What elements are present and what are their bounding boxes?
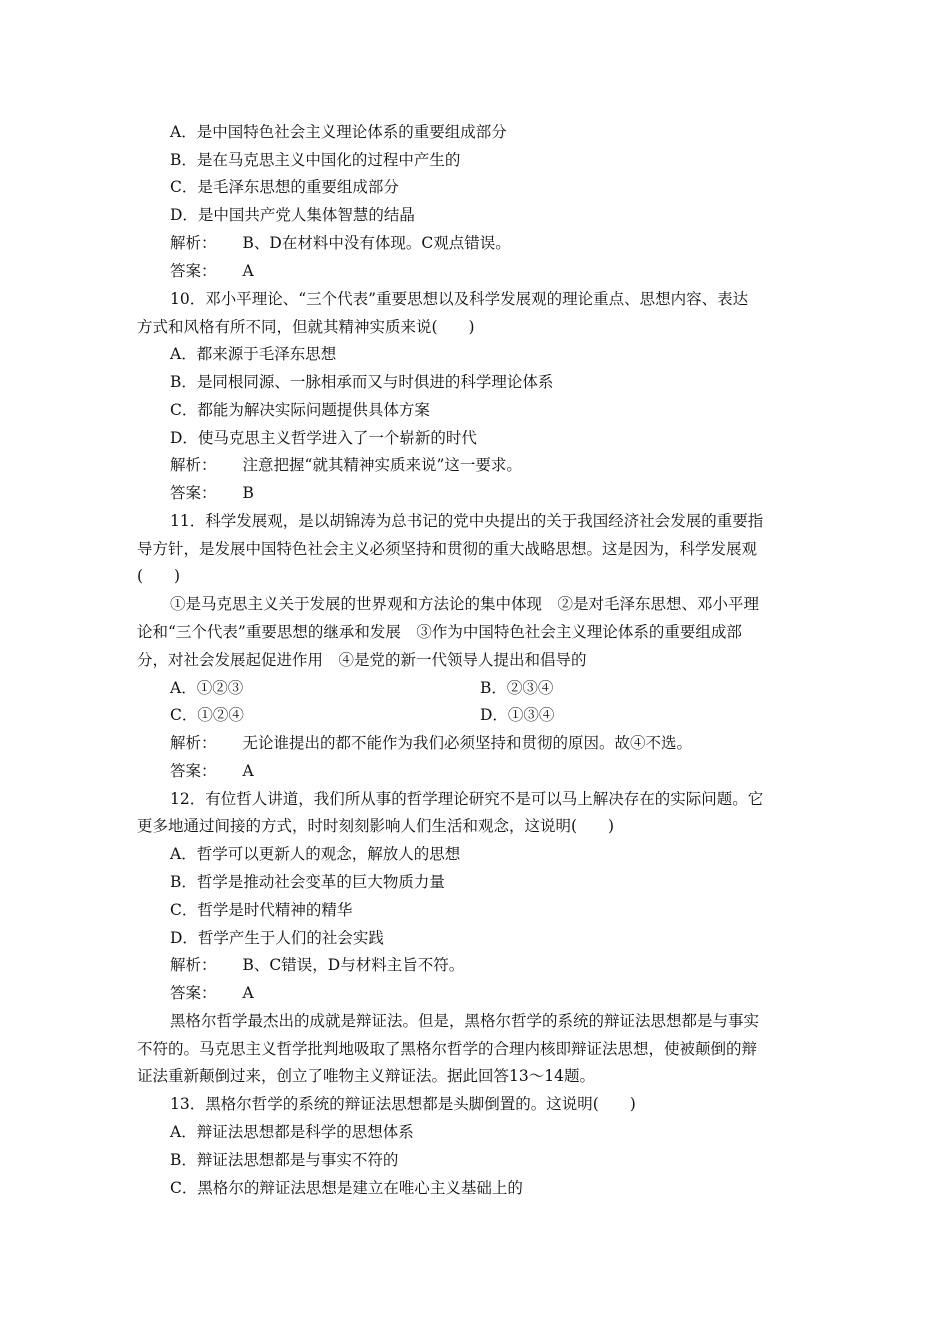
q12-option-b: B．哲学是推动社会变革的巨大物质力量 [170, 873, 445, 891]
q11-items-line1: ①是马克思主义关于发展的世界观和方法论的集中体现 ②是对毛泽东思想、邓小平理 [170, 595, 760, 613]
analysis-text: B、D在材料中没有体现。C观点错误。 [242, 234, 511, 252]
q11-option-b: B．②③④ [480, 679, 554, 697]
q11-option-d: D．①③④ [480, 706, 555, 724]
q10-option-d: D．使马克思主义哲学进入了一个崭新的时代 [170, 429, 477, 447]
q11-stem-line1: 11．科学发展观，是以胡锦涛为总书记的党中央提出的关于我国经济社会发展的重要指 [170, 512, 764, 530]
analysis-label: 解析： [170, 956, 217, 974]
q9-answer [170, 261, 254, 281]
q10-stem-line2: 方式和风格有所不同，但就其精神实质来说( ) [137, 318, 475, 336]
q9-option-a: A．是中国特色社会主义理论体系的重要组成部分 [170, 123, 507, 141]
q10-option-a: A．都来源于毛泽东思想 [170, 345, 337, 363]
analysis-label: 解析： [170, 734, 217, 752]
q11-option-c: C．①②④ [170, 706, 244, 724]
analysis-label: 解析： [170, 234, 217, 252]
q9-option-c: C．是毛泽东思想的重要组成部分 [170, 178, 399, 196]
q10-answer [170, 483, 254, 503]
analysis-text: 注意把握“就其精神实质来说”这一要求。 [242, 456, 522, 474]
analysis-text: 无论谁提出的都不能作为我们必须坚持和贯彻的原因。故④不选。 [242, 734, 693, 752]
q12-stem-line1: 12．有位哲人讲道，我们所从事的哲学理论研究不是可以马上解决存在的实际问题。它 [170, 790, 764, 808]
q12-option-d: D．哲学产生于人们的社会实践 [170, 929, 384, 947]
q13-stem: 13．黑格尔哲学的系统的辩证法思想都是头脚倒置的。这说明( ) [170, 1095, 636, 1113]
q9-option-b: B．是在马克思主义中国化的过程中产生的 [170, 151, 461, 169]
analysis-text: B、C错误，D与材料主旨不符。 [242, 956, 465, 974]
q13-option-a: A．辩证法思想都是科学的思想体系 [170, 1123, 414, 1141]
q11-answer [170, 761, 254, 781]
answer-label: 答案： [170, 262, 217, 280]
q11-stem-line3: ( ) [137, 567, 181, 585]
answer-label: 答案： [170, 484, 217, 502]
q11-items-line2: 论和“三个代表”重要思想的继承和发展 ③作为中国特色社会主义理论体系的重要组成部 [137, 623, 742, 641]
answer-value: A [242, 984, 254, 1002]
q12-option-a: A．哲学可以更新人的观念，解放人的思想 [170, 845, 461, 863]
q13-option-c: C．黑格尔的辩证法思想是建立在唯心主义基础上的 [170, 1179, 523, 1197]
q11-stem-line2: 导方针，是发展中国特色社会主义必须坚持和贯彻的重大战略思想。这是因为，科学发展观 [137, 540, 758, 558]
q10-stem-line1: 10．邓小平理论、“三个代表”重要思想以及科学发展观的理论重点、思想内容、表达 [170, 290, 749, 308]
q12-answer [170, 983, 254, 1003]
q11-analysis [170, 733, 692, 753]
q10-analysis [170, 455, 522, 475]
answer-label: 答案： [170, 762, 217, 780]
answer-value: A [242, 762, 254, 780]
material-line3: 证法重新颠倒过来，创立了唯物主义辩证法。据此回答13～14题。 [137, 1067, 595, 1085]
q10-option-b: B．是同根同源、一脉相承而又与时俱进的科学理论体系 [170, 373, 554, 391]
answer-value: B [242, 484, 254, 502]
material-line1: 黑格尔哲学最杰出的成就是辩证法。但是，黑格尔哲学的系统的辩证法思想都是与事实 [170, 1012, 760, 1030]
q9-option-d: D．是中国共产党人集体智慧的结晶 [170, 206, 415, 224]
q13-option-b: B．辩证法思想都是与事实不符的 [170, 1151, 399, 1169]
q12-analysis [170, 955, 464, 975]
q12-stem-line2: 更多地通过间接的方式，时时刻刻影响人们生活和观念，这说明( ) [137, 817, 615, 835]
answer-value: A [242, 262, 254, 280]
material-line2: 不符的。马克思主义哲学批判地吸取了黑格尔哲学的合理内核即辩证法思想，使被颠倒的辩 [137, 1040, 758, 1058]
analysis-label: 解析： [170, 456, 217, 474]
q12-option-c: C．哲学是时代精神的精华 [170, 901, 353, 919]
q11-option-a: A．①②③ [170, 679, 244, 697]
q9-analysis [170, 233, 511, 253]
answer-label: 答案： [170, 984, 217, 1002]
q10-option-c: C．都能为解决实际问题提供具体方案 [170, 401, 430, 419]
q11-items-line3: 分，对社会发展起促进作用 ④是党的新一代领导人提出和倡导的 [137, 651, 587, 669]
